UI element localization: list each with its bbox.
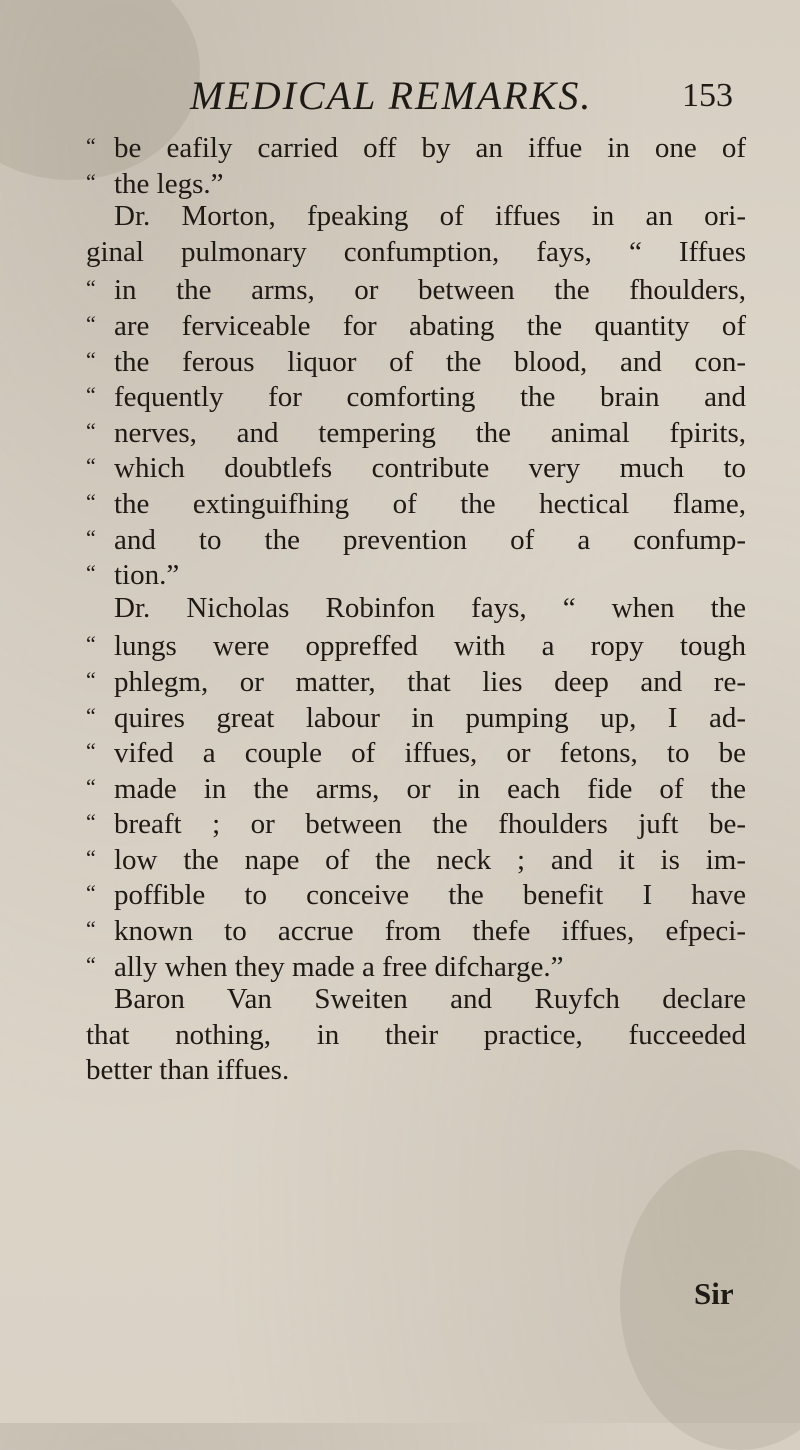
text-line bbox=[86, 270, 746, 306]
text-line bbox=[86, 804, 746, 840]
line-text: better than iffues. bbox=[86, 1054, 290, 1087]
line-text: lungs were oppreffed with a ropy tough bbox=[114, 630, 746, 663]
quote-mark: “ bbox=[86, 524, 96, 550]
running-head bbox=[190, 72, 750, 120]
text-line bbox=[86, 235, 746, 271]
running-title: MEDICAL REMARKS. bbox=[190, 73, 593, 118]
line-text: Baron Van Sweiten and Ruyfch declare bbox=[114, 983, 746, 1016]
line-text: in the arms, or between the fhoulders, bbox=[114, 274, 746, 307]
line-text: nerves, and tempering the animal fpirits, bbox=[114, 416, 746, 449]
quote-mark: “ bbox=[86, 488, 96, 514]
text-line bbox=[86, 875, 746, 911]
text-line bbox=[86, 164, 746, 200]
quote-mark: “ bbox=[86, 631, 96, 657]
text-line bbox=[86, 982, 746, 1018]
line-text: phlegm, or matter, that lies deep and re- bbox=[114, 665, 746, 698]
line-text: the extinguifhing of the hectical flame, bbox=[114, 487, 746, 520]
text-line bbox=[86, 733, 746, 769]
quote-mark: “ bbox=[86, 346, 96, 372]
quote-mark: “ bbox=[86, 560, 96, 586]
text-line bbox=[86, 840, 746, 876]
quote-mark: “ bbox=[86, 702, 96, 728]
line-text: the legs.” bbox=[114, 167, 224, 200]
line-text: vifed a couple of iffues, or fetons, to be bbox=[114, 737, 746, 770]
quote-mark: “ bbox=[86, 809, 96, 835]
line-text: are ferviceable for abating the quantity of bbox=[114, 309, 746, 342]
quote-mark: “ bbox=[86, 417, 96, 443]
line-text: low the nape of the neck ; and it is im- bbox=[114, 843, 746, 876]
quote-mark: “ bbox=[86, 666, 96, 692]
line-text: ginal pulmonary confumption, fays, “ Iffues bbox=[86, 235, 746, 268]
text-line bbox=[86, 626, 746, 662]
text-line bbox=[86, 520, 746, 556]
text-line bbox=[86, 342, 746, 378]
text-line bbox=[86, 1053, 746, 1089]
quote-mark: “ bbox=[86, 310, 96, 336]
line-text: quires great labour in pumping up, I ad- bbox=[114, 701, 746, 734]
line-text: tion.” bbox=[114, 559, 180, 592]
text-line bbox=[86, 591, 746, 627]
text-line bbox=[86, 555, 746, 591]
text-line bbox=[86, 1018, 746, 1054]
quote-mark: “ bbox=[86, 168, 96, 194]
text-line bbox=[86, 413, 746, 449]
text-line bbox=[86, 128, 746, 164]
catchword: Sir bbox=[694, 1276, 734, 1311]
quote-mark: “ bbox=[86, 844, 96, 870]
line-text: Dr. Nicholas Robinfon fays, “ when the bbox=[114, 591, 746, 624]
quote-mark: “ bbox=[86, 951, 96, 977]
quote-mark: “ bbox=[86, 773, 96, 799]
text-line bbox=[86, 769, 746, 805]
line-text: be eafily carried off by an iffue in one of bbox=[114, 132, 746, 164]
body-text bbox=[86, 128, 746, 1089]
page-number: 153 bbox=[682, 77, 733, 114]
line-text: the ferous liquor of the blood, and con- bbox=[114, 345, 746, 378]
quote-mark: “ bbox=[86, 738, 96, 764]
text-line bbox=[86, 199, 746, 235]
text-line bbox=[86, 911, 746, 947]
quote-mark: “ bbox=[86, 916, 96, 942]
quote-mark: “ bbox=[86, 880, 96, 906]
quote-mark: “ bbox=[86, 453, 96, 479]
quote-mark: “ bbox=[86, 133, 96, 158]
line-text: poffible to conceive the benefit I have bbox=[114, 879, 746, 912]
text-line bbox=[86, 448, 746, 484]
line-text: known to accrue from thefe iffues, efpeci- bbox=[114, 915, 746, 948]
text-line bbox=[86, 662, 746, 698]
text-line bbox=[86, 698, 746, 734]
text-line bbox=[86, 484, 746, 520]
text-line bbox=[86, 377, 746, 413]
line-text: and to the prevention of a confump- bbox=[114, 523, 746, 556]
line-text: that nothing, in their practice, fucceeded bbox=[86, 1018, 746, 1051]
quote-mark: “ bbox=[86, 275, 96, 301]
quote-mark: “ bbox=[86, 382, 96, 408]
line-text: ally when they made a free difcharge.” bbox=[114, 950, 564, 983]
line-text: Dr. Morton, fpeaking of iffues in an ori- bbox=[114, 200, 746, 233]
line-text: breaft ; or between the fhoulders juft be- bbox=[114, 808, 746, 841]
line-text: fequently for comforting the brain and bbox=[114, 381, 746, 414]
line-text: made in the arms, or in each fide of the bbox=[114, 772, 746, 805]
line-text: which doubtlefs contribute very much to bbox=[114, 452, 746, 485]
text-line bbox=[86, 947, 746, 983]
text-line bbox=[86, 306, 746, 342]
